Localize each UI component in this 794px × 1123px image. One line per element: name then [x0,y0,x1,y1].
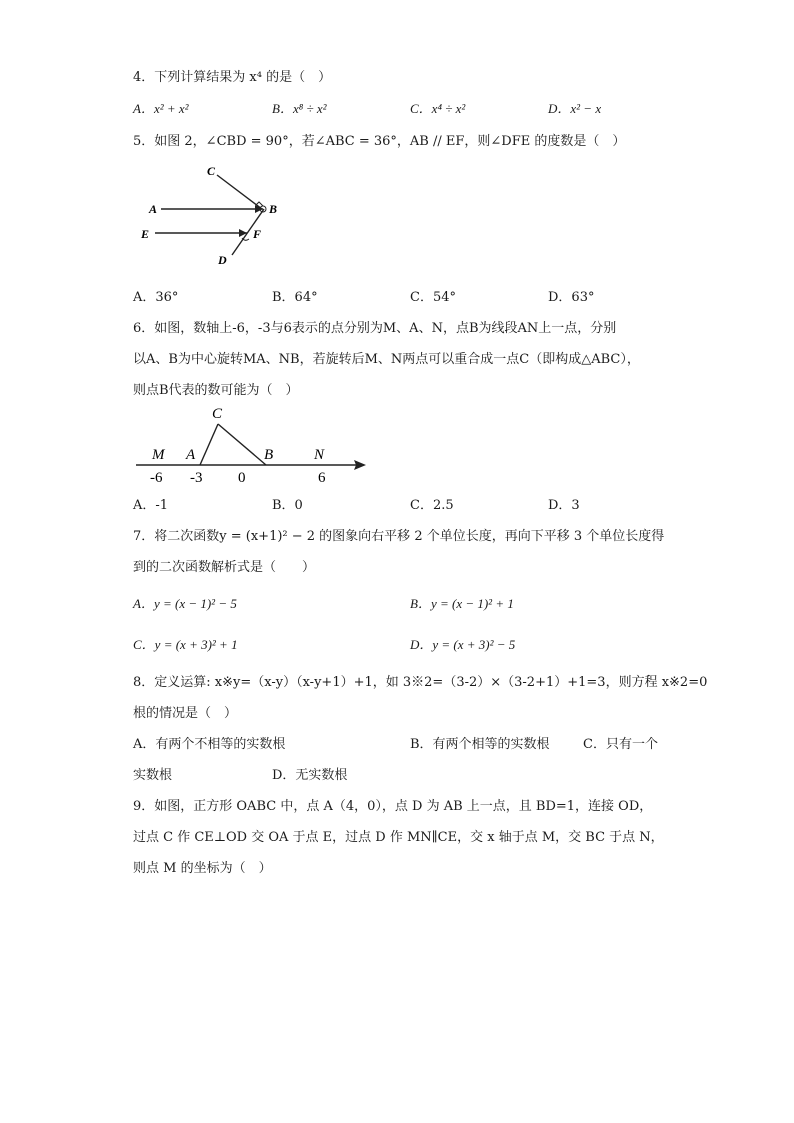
q8-option-c-continued: 实数根 [133,768,173,783]
q6-stem-line-3: 则点B代表的数可能为（ ） [133,383,299,398]
q4-option-c: C．x⁴ ÷ x² [410,101,466,116]
q5-label-f: F [253,227,262,241]
q5-label-a: A [149,202,158,216]
q6-stem-line-2: 以A、B为中心旋转MA、NB，若旋转后M、N两点可以重合成一点C（即构成△ABC）， [133,352,640,367]
q6-label-c: C [212,406,223,422]
q7-option-d: D．y = (x + 3)² − 5 [410,637,516,652]
q9-stem-line-2: 过点 C 作 CE⊥OD 交 OA 于点 E，过点 D 作 MN∥CE，交 x 轴于点 M，交 BC 于点 N， [133,830,664,845]
q7-stem-line-1: 7．将二次函数y = (x+1)² − 2 的图象向右平移 2 个单位长度，再向下平移 3 个单位长度得 [133,529,665,544]
q6-label-n: N [314,447,325,463]
q8-option-a: A．有两个不相等的实数根 [133,737,286,752]
q8-option-d: D．无实数根 [272,768,348,783]
q7-stem-line-2: 到的二次函数解析式是（ ） [133,560,316,575]
q7-option-a: A．y = (x − 1)² − 5 [133,596,237,611]
q9-stem-line-3: 则点 M 的坐标为（ ） [133,861,272,876]
q6-tick-neg6: -6 [150,470,163,486]
q4-stem: 4．下列计算结果为 x⁴ 的是（ ） [133,70,332,85]
q8-stem-line-2: 根的情况是（ ） [133,706,238,721]
q8-option-b: B．有两个相等的实数根 [410,737,550,752]
q6-tick-6: 6 [318,470,326,486]
q5-option-c: C．54° [410,290,456,305]
q4-option-d: D．x² − x [548,101,602,116]
q4-option-a: A．x² + x² [133,101,189,116]
q4-option-b: B．x⁸ ÷ x² [272,101,327,116]
q6-option-d: D．3 [548,498,580,513]
q5-line-bc [217,175,262,209]
q5-label-c: C [207,164,216,178]
q8-stem-line-1: 8．定义运算: x※y=（x-y）（x-y+1）+1，如 3※2=（3-2）×（3-2+1）+1=3，则方程 x※2=0 [133,675,708,690]
q6-tick-0: 0 [238,470,246,486]
q5-label-b: B [269,202,278,216]
q6-number-line-figure [134,402,374,488]
q6-label-a: A [186,447,196,463]
q6-stem-line-1: 6．如图，数轴上-6，-3与6表示的点分别为M、A、N，点B为线段AN上一点，分别 [133,321,617,336]
q6-option-c: C．2.5 [410,498,454,513]
q7-option-c: C．y = (x + 3)² + 1 [133,637,238,652]
q5-option-a: A．36° [133,290,179,305]
q6-label-m: M [152,447,165,463]
q8-option-c: C．只有一个 [583,737,658,752]
q5-figure [135,160,295,272]
q6-label-b: B [264,447,274,463]
q5-label-d: D [218,253,227,267]
q5-stem: 5．如图 2，∠CBD = 90°，若∠ABC = 36°，AB // EF，则∠DFE 的度数是（ ） [133,134,626,149]
q7-option-b: B．y = (x − 1)² + 1 [410,596,514,611]
q5-option-b: B．64° [272,290,318,305]
q5-label-e: E [141,227,150,241]
q6-option-b: B．0 [272,498,303,513]
q5-option-d: D．63° [548,290,595,305]
q6-tick-neg3: -3 [190,470,203,486]
q9-stem-line-1: 9．如图，正方形 OABC 中，点 A（4，0），点 D 为 AB 上一点，且 BD=1，连接 OD， [133,799,653,814]
q6-option-a: A．-1 [133,498,169,513]
